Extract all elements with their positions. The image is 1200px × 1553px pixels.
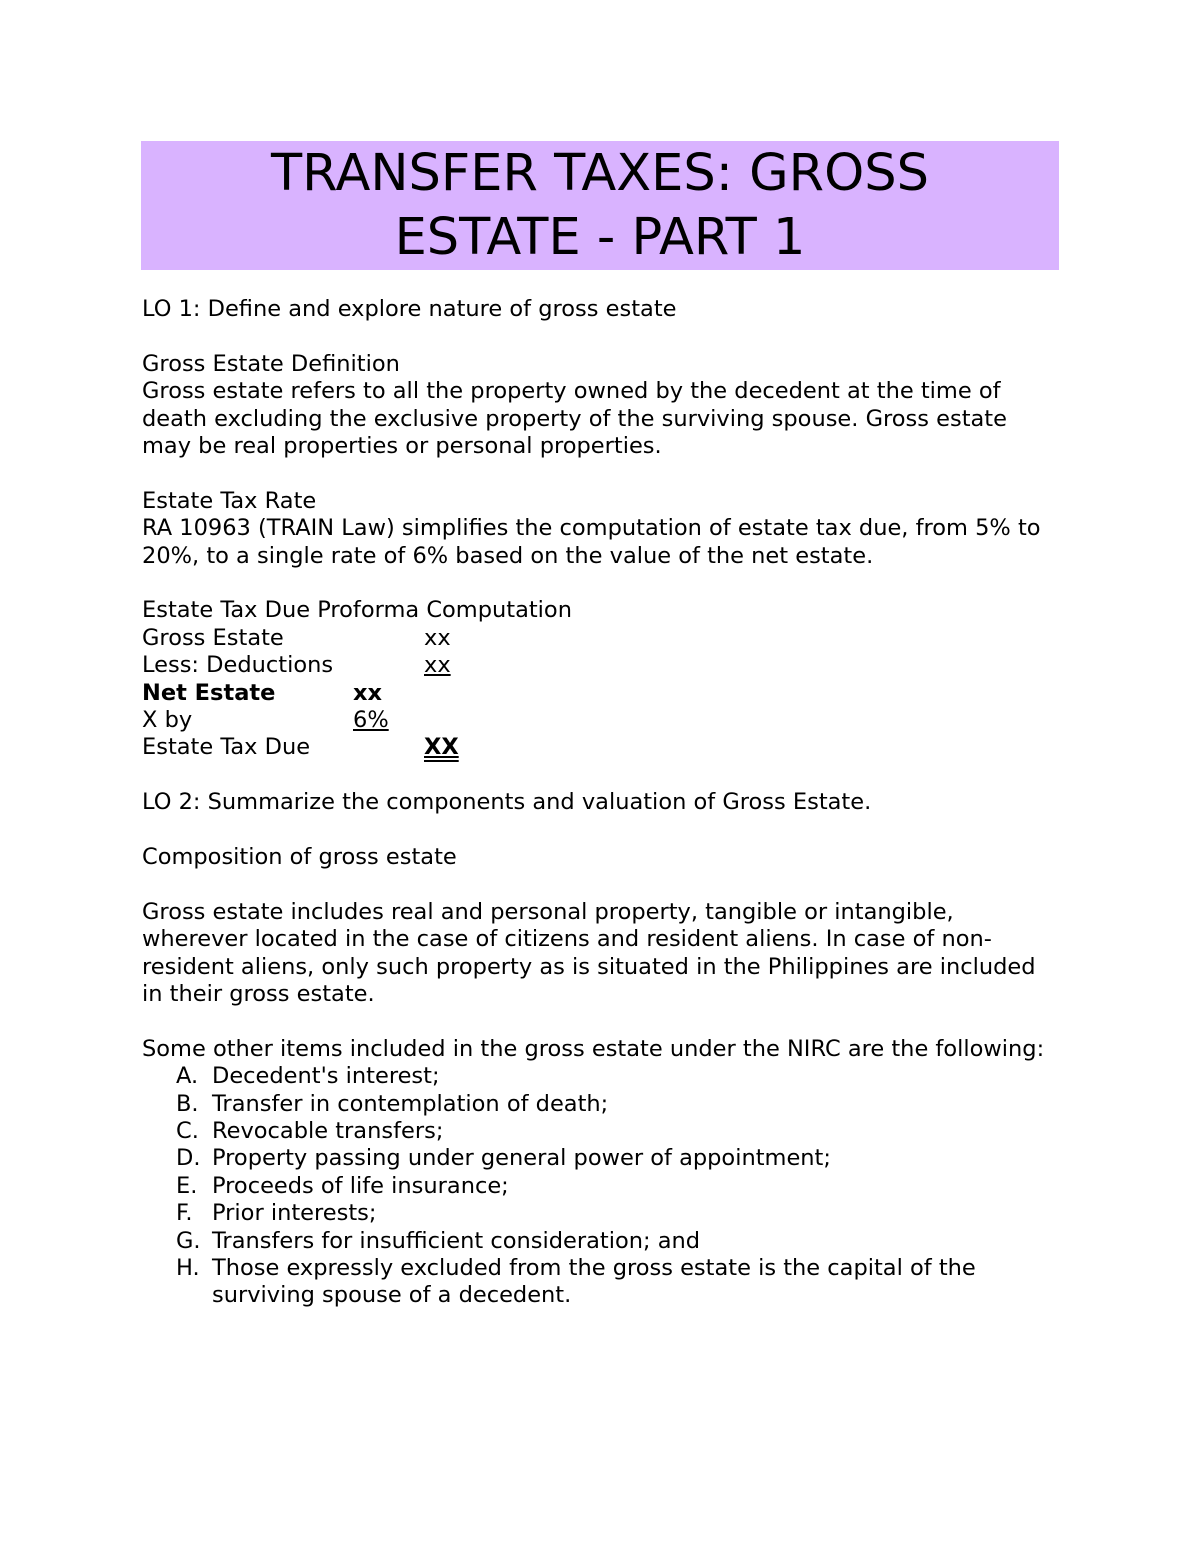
list-marker: D. [176, 1145, 201, 1172]
list-item-text: Revocable transfers; [212, 1118, 444, 1144]
list-item [142, 1145, 1062, 1172]
list-item [142, 1228, 1062, 1255]
list-marker: G. [176, 1227, 201, 1254]
list-item [142, 1255, 1062, 1310]
proforma-label: Estate Tax Due [142, 734, 311, 761]
list-marker: B. [176, 1090, 199, 1117]
proforma-label: Less: Deductions [142, 652, 334, 679]
list-item [142, 1200, 1062, 1227]
list-item [142, 1091, 1062, 1118]
list-item-text: Those expressly excluded from the gross estate is the capital of the surviving spouse of a decedent. [212, 1255, 976, 1309]
list-item-text: Transfers for insufficient consideration; and [212, 1227, 701, 1254]
tax-rate-heading: Estate Tax Rate [142, 487, 317, 514]
list-marker: A. [176, 1063, 199, 1090]
composition-heading: Composition of gross estate [142, 843, 457, 870]
proforma-row [142, 734, 1062, 761]
lo1-heading: LO 1: Define and explore nature of gross estate [142, 296, 677, 322]
list-item [142, 1063, 1062, 1090]
document-body [142, 296, 1062, 1310]
composition-text: Gross estate includes real and personal property, tangible or intangible, wherever located in the case of citizens and resident aliens. In case of non-resident aliens, only such property as is situated in the Philippines are included in their gross estate. [142, 898, 1036, 1007]
lo2-heading: LO 2: Summarize the components and valuation of Gross Estate. [142, 789, 872, 816]
title-line-1: TRANSFER TAXES: GROSS [271, 143, 929, 203]
other-items-list [142, 1063, 1062, 1310]
list-item [142, 1173, 1062, 1200]
proforma-row [142, 625, 1062, 652]
proforma-value: xx [353, 679, 383, 706]
proforma-value: xx [424, 652, 451, 679]
tax-rate-text: RA 10963 (TRAIN Law) simplifies the computation of estate tax due, from 5% to 20%, to a single rate of 6% based on the value of the net estate. [142, 515, 1041, 569]
proforma-value: 6% [353, 707, 389, 733]
list-item-text: Transfer in contemplation of death; [212, 1090, 609, 1117]
proforma-value: xx [424, 624, 451, 651]
proforma-row [142, 707, 1062, 734]
list-marker: E. [176, 1172, 198, 1199]
proforma-label: Net Estate [142, 679, 276, 706]
list-item-text: Decedent's interest; [212, 1063, 440, 1090]
list-item-text: Proceeds of life insurance; [212, 1172, 509, 1199]
list-marker: C. [176, 1118, 199, 1144]
proforma-table [142, 625, 1062, 762]
proforma-row [142, 680, 1062, 707]
proforma-label: Gross Estate [142, 624, 284, 651]
list-item-text: Property passing under general power of appointment; [212, 1145, 831, 1172]
definition-heading: Gross Estate Definition [142, 350, 400, 377]
title-line-2: ESTATE - PART 1 [394, 207, 806, 267]
proforma-value: XX [424, 734, 459, 761]
definition-text: Gross estate refers to all the property owned by the decedent at the time of death excluding the exclusive property of the surviving spouse. Gross estate may be real properties or personal properties. [142, 378, 1007, 460]
title-banner [141, 141, 1059, 270]
proforma-heading: Estate Tax Due Proforma Computation [142, 597, 572, 624]
list-item [142, 1118, 1062, 1145]
proforma-row [142, 652, 1062, 679]
proforma-label: X by [142, 707, 193, 733]
other-items-intro: Some other items included in the gross estate under the NIRC are the following: [142, 1035, 1045, 1062]
list-marker: F. [176, 1200, 193, 1227]
list-marker: H. [176, 1255, 200, 1282]
list-item-text: Prior interests; [212, 1200, 377, 1227]
